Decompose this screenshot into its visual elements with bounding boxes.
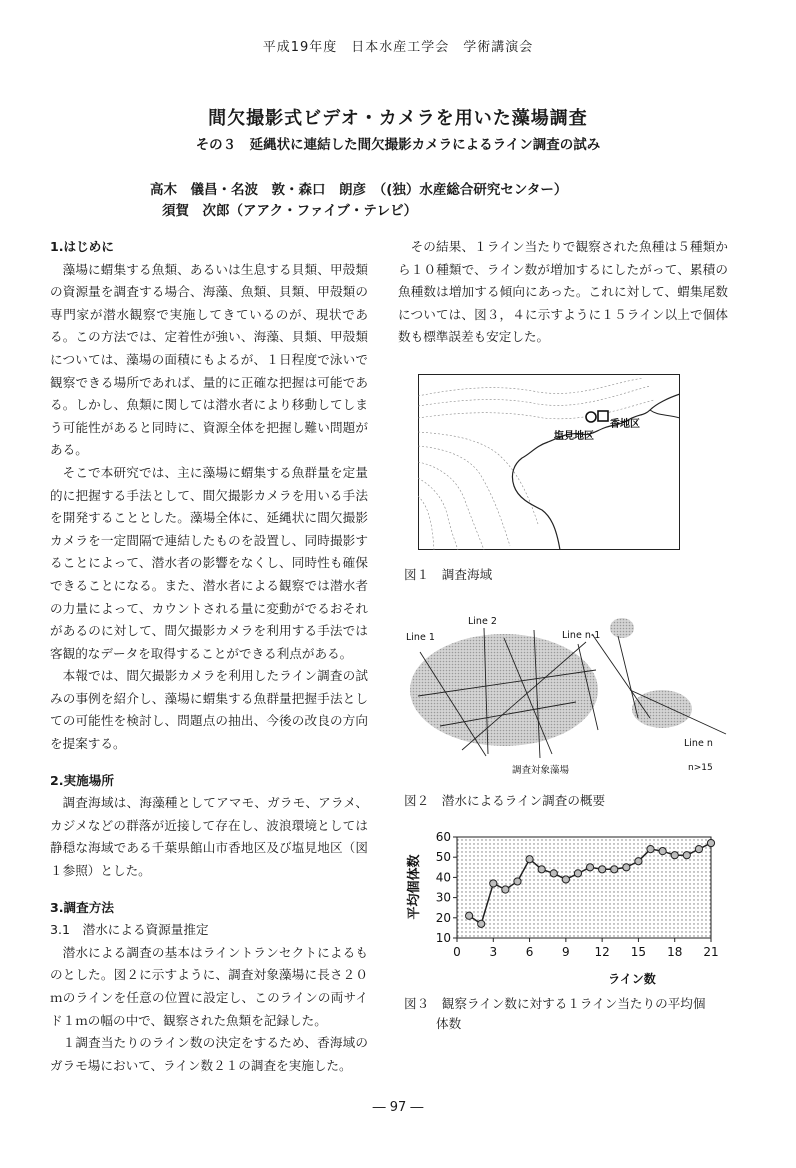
data-point bbox=[635, 858, 642, 865]
kou-label: 香地区 bbox=[610, 419, 640, 430]
y-tick-label: 30 bbox=[435, 890, 451, 905]
paper-subtitle: その３ 延縄状に連結した間欠撮影カメラによるライン調査の試み bbox=[195, 137, 601, 153]
method-subheading: 3.1 潜水による資源量推定 bbox=[50, 922, 209, 938]
data-point bbox=[695, 846, 702, 853]
data-point bbox=[671, 852, 678, 859]
x-tick-label: 21 bbox=[703, 945, 719, 959]
data-point bbox=[574, 870, 581, 877]
fig3-caption-line-2: 体数 bbox=[436, 1016, 462, 1031]
data-point bbox=[562, 876, 569, 883]
intro-paragraph-2: そこで本研究では、主に藻場に蝟集する魚群量を定量的に把握する手法として、間欠撮影カメラを用いる手法を開発することとした。藻場全体に、延縄状に間欠撮影カメラを一定間隔で連結したものを設置し、同時撮影することによって、潜水者の影響をなくし、同時性も確保できることになる。また、潜水者による観察では潜水者の力量によって、カウントされる量に変動がでるおそれがあるのに対して、間欠撮影カメラを利用する手法では客観的なデータを取得することができる利点がある。 bbox=[50, 464, 368, 661]
y-axis-label: 平均個体数 bbox=[407, 854, 422, 920]
x-tick-label: 9 bbox=[562, 945, 570, 959]
shiomi-marker-icon bbox=[598, 411, 608, 421]
method-paragraph-1: 潜水による調査の基本はライントランセクトによるものとした。図２に示すように、調査対象藻場に長さ２０ｍのラインを任意の位置に設定し、このラインの両サイド１ｍの幅の中で、観察された魚類を記録した。 bbox=[50, 944, 368, 1028]
survey-area-map bbox=[418, 374, 680, 550]
data-point bbox=[683, 852, 690, 859]
fig3-caption bbox=[404, 994, 706, 1034]
x-axis bbox=[453, 938, 718, 959]
small-bed-right bbox=[632, 690, 692, 728]
right-column bbox=[398, 236, 728, 349]
data-point bbox=[599, 866, 606, 873]
authors-line-1: 高木 儀昌・名波 敦・森口 朗彦 （(独）水産総合研究センター） bbox=[150, 182, 568, 198]
data-point bbox=[478, 920, 485, 927]
shiomi-label: 塩見地区 bbox=[554, 431, 594, 442]
y-tick-label: 20 bbox=[435, 910, 451, 925]
intro-paragraph-3: 本報では、間欠撮影カメラを利用したライン調査の試みの事例を紹介し、藻場に蝟集する魚群量把握手法としての可能性を検討し、問題点の抽出、今後の改良の方向を提案する。 bbox=[50, 668, 368, 752]
x-tick-label: 18 bbox=[667, 945, 683, 959]
fig2-caption: 図２ 潜水によるライン調査の概要 bbox=[404, 793, 606, 808]
x-tick-label: 6 bbox=[525, 945, 534, 959]
data-point bbox=[647, 846, 654, 853]
data-point bbox=[514, 878, 521, 885]
y-axis bbox=[436, 830, 457, 945]
result-paragraph: その結果、１ライン当たりで観察された魚種は５種類から１０種類で、ライン数が増加するにしたがって、累積の魚種数は増加する傾向にあった。これに対して、蝟集尾数については、図３，４に示すように１５ライン以上で個体数も標準誤差も安定した。 bbox=[398, 239, 728, 345]
method-heading: 3.調査方法 bbox=[50, 899, 114, 915]
y-tick-label: 50 bbox=[435, 850, 451, 865]
line-2-label: Line 2 bbox=[468, 616, 497, 627]
intro-paragraph-1: 藻場に蝟集する魚類、あるいは生息する貝類、甲殻類の資源量を調査する場合、海藻、魚類、貝類、甲殻類の専門家が潜水観察で実施してきているのが、現状である。この方法では、定着性が強い、海藻、貝類、甲殻類については、藻場の面積にもよるが、１日程度で泳いで観察できる場所であれば、量的に正確な把握は可能である。しかし、魚類に関しては潜水者により移動してしまう可能性があると同時に、資源全体を把握し難い問題がある。 bbox=[50, 261, 368, 458]
conference-header: 平成19年度 日本水産工学会 学術講演会 bbox=[262, 40, 534, 55]
y-tick-label: 40 bbox=[435, 870, 451, 885]
average-count-chart bbox=[404, 826, 734, 990]
method-paragraph-2: １調査当たりのライン数の決定をするため、香海域のガラモ場において、ライン数２１の調査を実施した。 bbox=[50, 1035, 368, 1073]
x-tick-label: 0 bbox=[453, 945, 461, 959]
x-tick-label: 15 bbox=[630, 945, 647, 959]
kou-marker-icon bbox=[586, 412, 596, 422]
fig1-caption: 図１ 調査海域 bbox=[404, 567, 493, 582]
intro-heading: 1.はじめに bbox=[50, 239, 114, 254]
data-point bbox=[526, 856, 533, 863]
data-point bbox=[611, 866, 618, 873]
x-tick-label: 3 bbox=[489, 945, 498, 959]
survey-bed-label: 調査対象藻場 bbox=[512, 765, 570, 776]
line-survey-diagram bbox=[400, 606, 740, 776]
site-paragraph: 調査海域は、海藻種としてアマモ、ガラモ、アラメ、カジメなどの群落が近接して存在し、波浪環境としては静穏な海域である千葉県館山市香地区及び塩見地区（図１参照）とした。 bbox=[50, 795, 368, 879]
data-point bbox=[623, 864, 630, 871]
y-tick-label: 10 bbox=[435, 931, 451, 945]
survey-seagrass-bed bbox=[410, 634, 598, 746]
fig3-caption-line-1: 図３ 観察ライン数に対する１ライン当たりの平均個 bbox=[404, 996, 706, 1011]
paper-title: 間欠撮影式ビデオ・カメラを用いた藻場調査 bbox=[208, 108, 588, 129]
line-n-label: Line n bbox=[684, 738, 713, 749]
x-tick-label: 12 bbox=[594, 945, 610, 959]
authors-line-2: 須賀 次郎（アアク・ファイブ・テレビ） bbox=[162, 203, 418, 219]
left-column bbox=[50, 236, 368, 1077]
site-heading: 2.実施場所 bbox=[50, 772, 114, 788]
data-point bbox=[490, 880, 497, 887]
page-number: ― 97 ― bbox=[372, 1100, 424, 1115]
x-axis-label: ライン数 bbox=[608, 972, 656, 986]
line-1-label: Line 1 bbox=[406, 632, 435, 643]
data-point bbox=[550, 870, 557, 877]
n-condition-label: n>15 bbox=[688, 763, 713, 773]
data-point bbox=[502, 886, 509, 893]
data-point bbox=[659, 848, 666, 855]
data-point bbox=[465, 912, 472, 919]
line-n-1-label: Line n-1 bbox=[562, 630, 601, 641]
small-bed-top bbox=[610, 618, 634, 638]
data-point bbox=[538, 866, 545, 873]
y-tick-label: 60 bbox=[435, 830, 451, 844]
data-point bbox=[586, 864, 593, 871]
data-point bbox=[707, 839, 714, 846]
